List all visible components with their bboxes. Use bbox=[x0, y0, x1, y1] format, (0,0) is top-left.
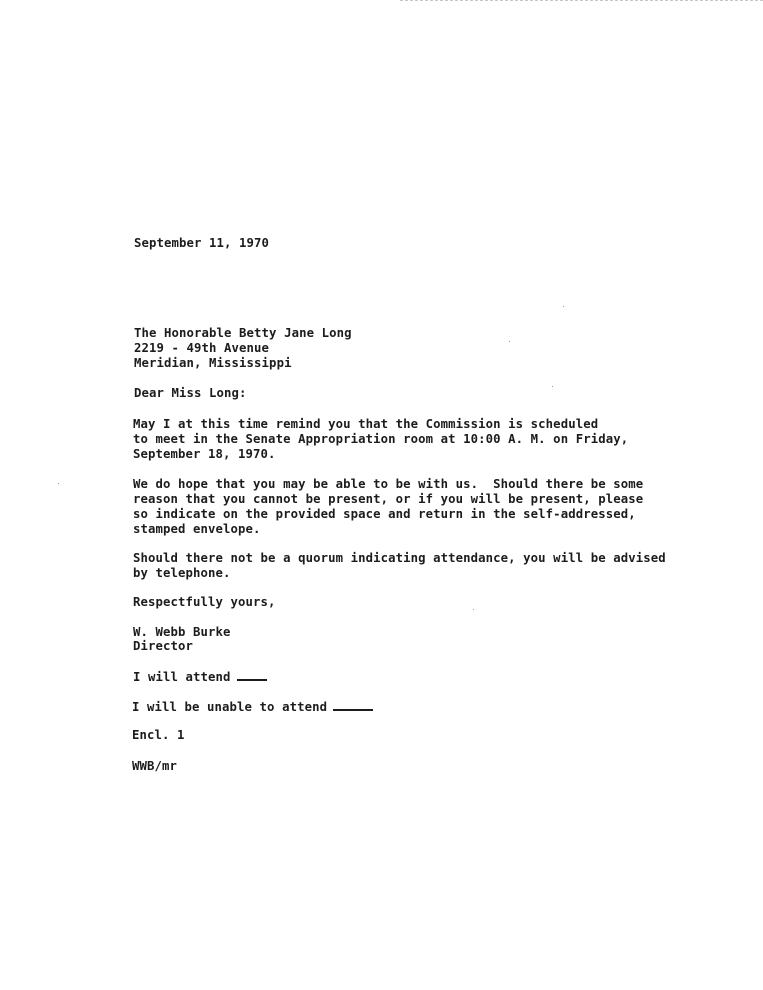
para3-line1: Should there not be a quorum indicating attendance, you will be advised bbox=[133, 551, 666, 565]
salutation: Dear Miss Long: bbox=[134, 386, 247, 400]
top-edge-mark bbox=[400, 0, 763, 1]
unable-option bbox=[132, 699, 373, 715]
para1-line1: May I at this time remind you that the Commission is scheduled bbox=[133, 417, 599, 431]
para3-line2: by telephone. bbox=[133, 566, 231, 580]
recipient-city: Meridian, Mississippi bbox=[134, 356, 292, 370]
scan-speck bbox=[509, 341, 510, 342]
attend-option bbox=[133, 669, 267, 685]
attend-label: I will attend bbox=[133, 670, 231, 684]
attend-blank bbox=[237, 669, 267, 681]
closing: Respectfully yours, bbox=[133, 595, 276, 609]
typist-initials: WWB/mr bbox=[132, 759, 178, 773]
scan-speck bbox=[58, 483, 59, 484]
para1-line3: September 18, 1970. bbox=[133, 447, 276, 461]
signer-title: Director bbox=[133, 639, 194, 653]
para2-line4: stamped envelope. bbox=[133, 522, 261, 536]
signer-name: W. Webb Burke bbox=[133, 625, 231, 639]
letter-date: September 11, 1970 bbox=[134, 236, 270, 250]
scan-speck bbox=[552, 386, 553, 387]
scan-speck bbox=[473, 609, 474, 610]
para2-line2: reason that you cannot be present, or if you will be present, please bbox=[133, 492, 644, 506]
recipient-street: 2219 - 49th Avenue bbox=[134, 341, 270, 355]
para1-line2: to meet in the Senate Appropriation room at 10:00 A. M. on Friday, bbox=[133, 432, 629, 446]
para2-line1: We do hope that you may be able to be with us. Should there be some bbox=[133, 477, 644, 491]
recipient-name: The Honorable Betty Jane Long bbox=[134, 326, 352, 340]
unable-blank bbox=[333, 699, 373, 711]
scan-speck bbox=[563, 306, 564, 307]
enclosure-note: Encl. 1 bbox=[132, 728, 185, 742]
para2-line3: so indicate on the provided space and return in the self-addressed, bbox=[133, 507, 636, 521]
unable-label: I will be unable to attend bbox=[132, 700, 328, 714]
